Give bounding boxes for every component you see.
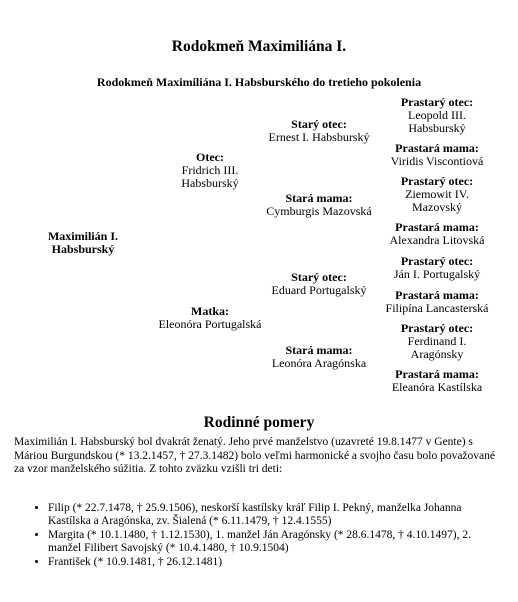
great-grandparent-role: Prastarý otec: [400,174,474,188]
tree-grandparent [254,344,384,370]
tree-great-grandparent [377,96,497,135]
great-grandparent-role: Prastará mama: [395,141,479,155]
tree-grandparent [254,271,384,297]
section-heading: Rodinné pomery [203,414,315,431]
great-grandparent-role: Prastará mama: [395,288,479,302]
great-grandparent-name: Ferdinand I. Aragónsky [407,334,467,361]
grandparent-role: Stará mama: [285,191,353,205]
great-grandparent-name: Ján I. Portugalský [393,267,481,281]
list-item: • Filip (* 22.7.1478, † 25.9.1506), neskorší kastílsky kráľ Filip I. Pekný, manželka Johanna Kastílska a Aragónska, zv. Šialená (* 6.11.1479, † 12.4.1555) [48,502,505,528]
great-grandparent-role: Prastarý otec: [400,254,474,268]
tree-grandparent [264,192,374,218]
tree-great-grandparent [372,142,502,168]
great-grandparent-name: Alexandra Litovská [389,233,485,247]
grandparent-name: Eduard Portugalský [271,283,367,297]
father-name: Fridrich III. Habsburský [181,163,239,190]
grandparent-name: Cymburgis Mazovská [266,204,372,218]
father-role: Otec: [196,150,224,164]
grandparent-role: Starý otec: [291,270,347,284]
tree-great-grandparent [372,289,502,315]
tree-father [155,151,265,190]
tree-mother [155,305,265,331]
tree-caption: Rodokmeň Maximiliána I. Habsburského do tretieho pokolenia [96,75,422,89]
root-name: Maximilián I. Habsburský [47,229,118,256]
grandparent-role: Stará mama: [285,343,353,357]
list-item: • Margita (* 10.1.1480, † 1.12.1530), 1. manžel Ján Aragónsky (* 28.6.1478, † 4.10.1497), 2. manžel Filibert Savojský (* 10.4.1480, † 10.9.1504) [48,529,505,555]
grandparent-name: Ernest I. Habsburský [268,130,370,144]
great-grandparent-name: Filipína Lancasterská [385,301,489,315]
list-item: • František (* 10.9.1481, † 26.12.1481) [48,556,505,569]
children-list [0,502,505,570]
grandparent-name: Leonóra Aragónska [271,356,367,370]
family-paragraph: Maximilián I. Habsburský bol dvakrát ženatý. Jeho prvé manželstvo (uzavreté 19.8.1477 v Gente) s Máriou Burgundskou (* 13.2.1457, † 27.3.1482) bolo veľmi harmonické a svojho času bolo považované za vzor manželského súžitia. Z tohto zväzku vzišli tri deti: [14,436,495,475]
great-grandparent-role: Prastarý otec: [400,95,474,109]
great-grandparent-role: Prastará mama: [395,367,479,381]
mother-role: Matka: [191,304,229,318]
tree-great-grandparent [372,221,502,247]
tree-great-grandparent [377,255,497,281]
great-grandparent-role: Prastarý otec: [400,321,474,335]
grandparent-role: Starý otec: [291,117,347,131]
great-grandparent-name: Leopold III. Habsburský [408,108,466,135]
great-grandparent-role: Prastará mama: [395,220,479,234]
tree-grandparent [254,118,384,144]
great-grandparent-name: Viridis Viscontiová [390,154,484,168]
great-grandparent-name: Eleanóra Kastílska [391,380,483,394]
mother-name: Eleonóra Portugalská [158,317,262,331]
tree-root [18,230,148,256]
page-title: Rodokmeň Maximiliána I. [171,38,347,55]
tree-great-grandparent [377,322,497,361]
great-grandparent-name: Ziemowit IV. Mazovský [405,187,469,214]
tree-great-grandparent [372,368,502,394]
tree-great-grandparent [377,175,497,214]
